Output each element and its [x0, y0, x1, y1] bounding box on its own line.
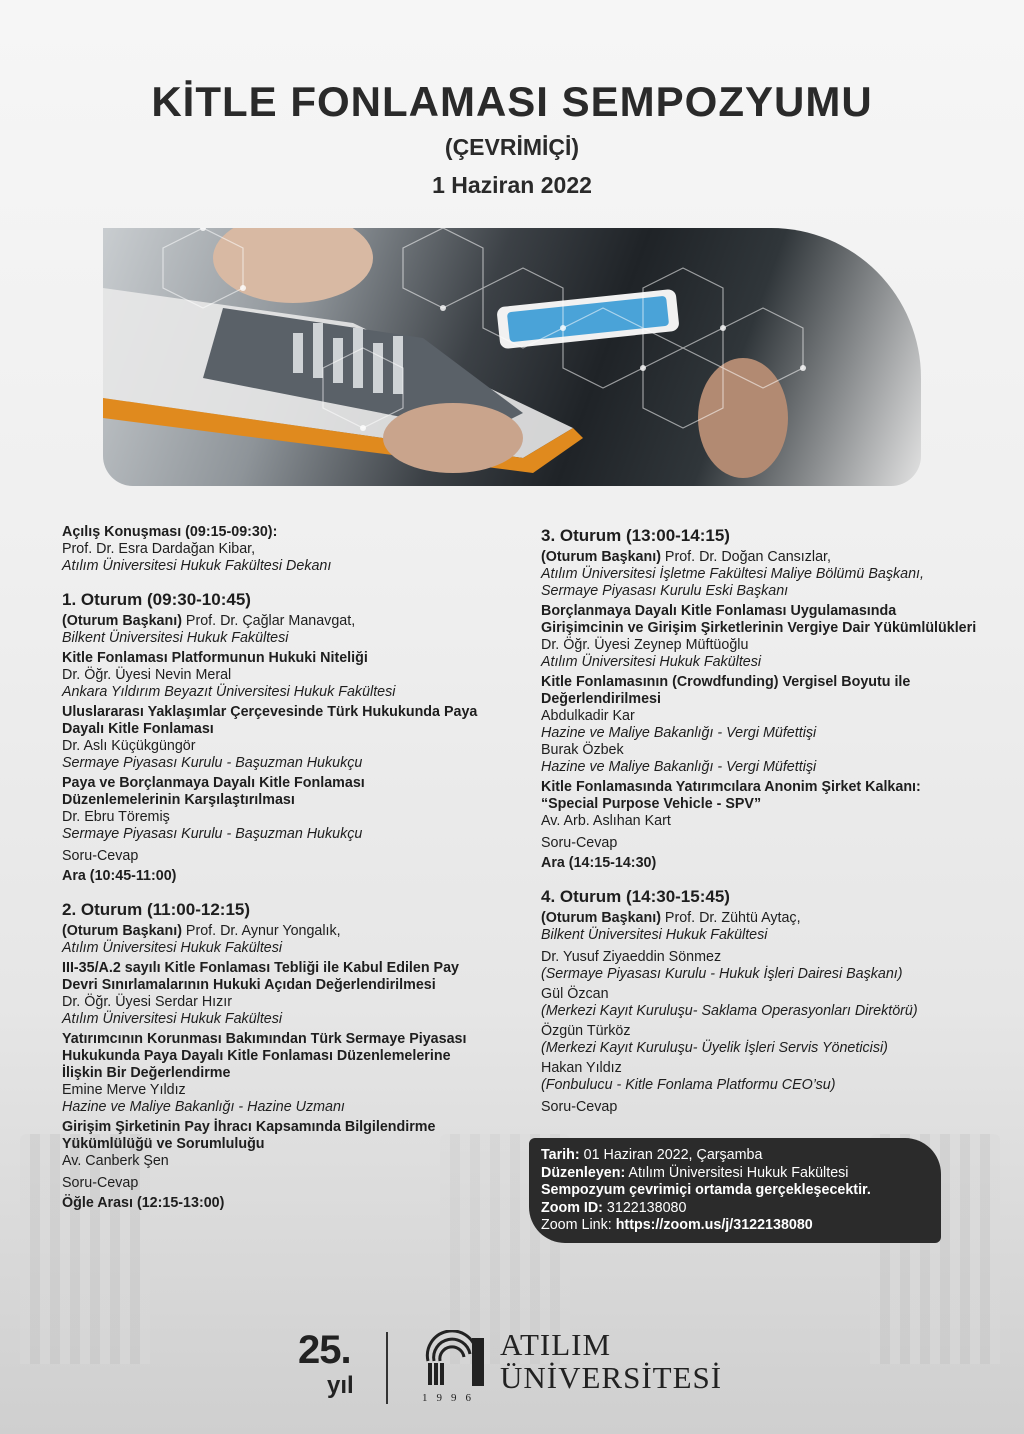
opening-affiliation: Atılım Üniversitesi Hukuk Fakültesi Dekanı [62, 558, 332, 574]
talk-affiliation: Hazine ve Maliye Bakanlığı - Vergi Müfettişi [541, 725, 817, 741]
panelist-name: Dr. Yusuf Ziyaeddin Sönmez [541, 949, 722, 965]
panelist-affiliation: (Fonbulucu - Kitle Fonlama Platformu CEO’su) [541, 1077, 836, 1093]
talk-affiliation: Sermaye Piyasası Kurulu - Başuzman Hukukçu [62, 755, 363, 771]
opening-title: Açılış Konuşması (09:15-09:30): [62, 524, 278, 540]
session-1-break: Ara (10:45-11:00) [62, 868, 177, 884]
info-zoom-id-label: Zoom ID: [541, 1199, 603, 1216]
page-title: KİTLE FONLAMASI SEMPOZYUMU [151, 78, 873, 125]
session-4 [541, 887, 981, 1116]
session-2-talk [62, 1119, 487, 1170]
talk-speaker: Av. Arb. Aslıhan Kart [541, 813, 671, 829]
anniversary-number: 25. [298, 1328, 351, 1372]
event-info-box [529, 1138, 941, 1243]
hero-illustration [103, 228, 921, 486]
talk-affiliation: Hazine ve Maliye Bakanlığı - Vergi Müfettişi [541, 759, 817, 775]
panelist-affiliation: (Merkezi Kayıt Kuruluşu- Saklama Operasyonları Direktörü) [541, 1003, 918, 1019]
session-2-talk [62, 960, 487, 1028]
session-3-chair-affiliation: Atılım Üniversitesi İşletme Fakültesi Maliye Bölümü Başkanı, Sermaye Piyasası Kurulu Eski Başkanı [541, 566, 924, 599]
talk-title: Paya ve Borçlanmaya Dayalı Kitle Fonlaması Düzenlemelerinin Karşılaştırılması [62, 775, 365, 808]
hero-image [103, 228, 921, 486]
info-date-label: Tarih: [541, 1147, 580, 1163]
panelist-affiliation: (Merkezi Kayıt Kuruluşu- Üyelik İşleri Servis Yöneticisi) [541, 1040, 888, 1056]
info-online-note: Sempozyum çevrimiçi ortamda gerçekleşecektir. [541, 1182, 871, 1198]
info-organizer-value: Atılım Üniversitesi Hukuk Fakültesi [625, 1164, 849, 1181]
session-4-chair-affiliation: Bilkent Üniversitesi Hukuk Fakültesi [541, 927, 768, 943]
talk-affiliation: Atılım Üniversitesi Hukuk Fakültesi [62, 1011, 283, 1027]
program-right-column [541, 526, 981, 1119]
session-2-chair-label: (Oturum Başkanı) [62, 923, 182, 939]
talk-title: Kitle Fonlamasının (Crowdfunding) Vergisel Boyutu ile Değerlendirilmesi [541, 674, 911, 707]
anniversary-word: yıl [327, 1372, 354, 1399]
session-2-qa: Soru-Cevap [62, 1175, 139, 1191]
panelist-name: Gül Özcan [541, 986, 609, 1002]
session-1-talk [62, 704, 487, 772]
talk-speaker: Abdulkadir Kar [541, 708, 635, 724]
session-2-title: 2. Oturum (11:00-12:15) [62, 900, 251, 919]
panelist [541, 986, 981, 1020]
session-2-break: Öğle Arası (12:15-13:00) [62, 1195, 225, 1211]
talk-title: Yatırımcının Korunması Bakımından Türk Sermaye Piyasası Hukukunda Paya Dayalı Kitle Fonlaması Düzenlemelerine İlişkin Bir Değerlendirme [62, 1031, 467, 1081]
session-4-chair-name: Prof. Dr. Zühtü Aytaç, [660, 910, 801, 926]
session-1-qa: Soru-Cevap [62, 848, 139, 864]
footer-divider [386, 1332, 388, 1404]
opening-speaker: Prof. Dr. Esra Dardağan Kibar, [62, 541, 256, 557]
talk-speaker: Dr. Aslı Küçükgüngör [62, 738, 196, 754]
panelist-name: Hakan Yıldız [541, 1060, 622, 1076]
opening-speech [62, 524, 487, 575]
program-left-column [62, 524, 487, 1215]
session-1-chair-affiliation: Bilkent Üniversitesi Hukuk Fakültesi [62, 630, 289, 646]
event-date: 1 Haziran 2022 [432, 172, 592, 198]
session-4-qa: Soru-Cevap [541, 1099, 618, 1115]
panelist [541, 949, 981, 983]
session-3-chair-label: (Oturum Başkanı) [541, 549, 661, 565]
session-2 [62, 900, 487, 1212]
university-name-line2: ÜNİVERSİTESİ [500, 1360, 723, 1395]
talk-speaker: Dr. Öğr. Üyesi Zeynep Müftüoğlu [541, 637, 749, 653]
session-3-title: 3. Oturum (13:00-14:15) [541, 526, 730, 545]
session-2-chair-affiliation: Atılım Üniversitesi Hukuk Fakültesi [62, 940, 283, 956]
panelist-affiliation: (Sermaye Piyasası Kurulu - Hukuk İşleri Dairesi Başkanı) [541, 966, 903, 982]
session-3-talk [541, 779, 981, 830]
session-4-title: 4. Oturum (14:30-15:45) [541, 887, 730, 906]
talk-speaker: Dr. Ebru Töremiş [62, 809, 170, 825]
talk-speaker: Emine Merve Yıldız [62, 1082, 186, 1098]
session-1 [62, 590, 487, 885]
talk-affiliation: Ankara Yıldırım Beyazıt Üniversitesi Hukuk Fakültesi [62, 684, 396, 700]
talk-speaker: Av. Canberk Şen [62, 1153, 169, 1169]
zoom-link[interactable]: https://zoom.us/j/3122138080 [615, 1217, 813, 1233]
session-4-chair-label: (Oturum Başkanı) [541, 910, 661, 926]
session-1-talk [62, 650, 487, 701]
founding-year: 1996 [422, 1392, 480, 1404]
page-subtitle: (ÇEVRİMİÇİ) [444, 134, 580, 160]
university-logo-icon [420, 1330, 490, 1392]
university-name-line1: ATILIM [500, 1327, 612, 1362]
session-3-chair-name: Prof. Dr. Doğan Cansızlar, [660, 549, 832, 565]
talk-speaker: Dr. Öğr. Üyesi Serdar Hızır [62, 994, 233, 1010]
info-date-value: 01 Haziran 2022, Çarşamba [579, 1147, 763, 1163]
session-3-qa: Soru-Cevap [541, 835, 618, 851]
session-1-chair-name: Prof. Dr. Çağlar Manavgat, [181, 613, 356, 629]
session-1-title: 1. Oturum (09:30-10:45) [62, 590, 251, 609]
talk-affiliation: Sermaye Piyasası Kurulu - Başuzman Hukukçu [62, 826, 363, 842]
talk-title: Uluslararası Yaklaşımlar Çerçevesinde Türk Hukukunda Paya Dayalı Kitle Fonlaması [62, 704, 478, 737]
talk-affiliation: Hazine ve Maliye Bakanlığı - Hazine Uzmanı [62, 1099, 345, 1115]
talk-affiliation: Atılım Üniversitesi Hukuk Fakültesi [541, 654, 762, 670]
session-2-chair-name: Prof. Dr. Aynur Yongalık, [181, 923, 341, 939]
panelist [541, 1060, 981, 1094]
talk-title: III-35/A.2 sayılı Kitle Fonlaması Tebliği ile Kabul Edilen Pay Devri Sınırlamalarının Hukuki Açıdan Değerlendirilmesi [62, 960, 459, 993]
talk-title: Girişim Şirketinin Pay İhracı Kapsamında Bilgilendirme Yükümlülüğü ve Sorumluluğu [62, 1119, 436, 1152]
talk-speaker: Burak Özbek [541, 742, 624, 758]
session-3-talk [541, 674, 981, 776]
info-zoom-id-value: 3122138080 [602, 1199, 687, 1216]
talk-title: Kitle Fonlaması Platformunun Hukuki Niteliği [62, 650, 368, 666]
session-3-talk [541, 603, 981, 671]
session-3-break: Ara (14:15-14:30) [541, 855, 657, 871]
panelist-name: Özgün Türköz [541, 1023, 631, 1039]
talk-speaker: Dr. Öğr. Üyesi Nevin Meral [62, 667, 232, 683]
session-2-talk [62, 1031, 487, 1116]
session-1-chair-label: (Oturum Başkanı) [62, 613, 182, 629]
session-1-talk [62, 775, 487, 843]
info-organizer-label: Düzenleyen: [541, 1164, 626, 1181]
panelist [541, 1023, 981, 1057]
talk-title: Kitle Fonlamasında Yatırımcılara Anonim Şirket Kalkanı: “Special Purpose Vehicle - SPV” [541, 779, 921, 812]
session-3 [541, 526, 981, 872]
info-zoom-link-label: Zoom Link: [541, 1217, 616, 1233]
talk-title: Borçlanmaya Dayalı Kitle Fonlaması Uygulamasında Girişimcinin ve Girişim Şirketlerinin Vergiye Dair Yükümlülükleri [541, 603, 977, 636]
